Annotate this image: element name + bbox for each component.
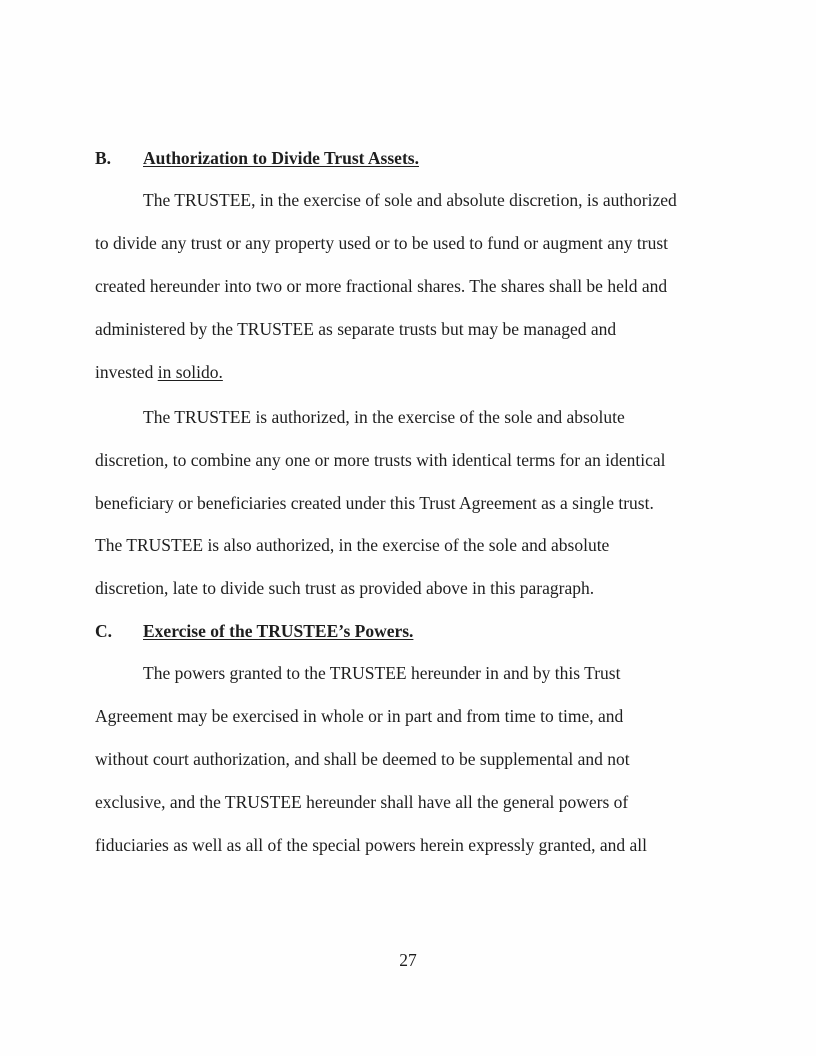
section-c-heading: [95, 621, 413, 641]
section-b-heading: [95, 148, 419, 168]
text-line: [95, 362, 223, 382]
text-line: created hereunder into two or more fractional shares. The shares shall be held and: [95, 276, 668, 296]
section-b-letter: B.: [95, 148, 112, 168]
text-run: invested: [95, 362, 158, 382]
latin-term-in-solido: in solido.: [157, 362, 223, 382]
text-line: discretion, late to divide such trust as provided above in this paragraph.: [95, 578, 595, 598]
text-line: The TRUSTEE is also authorized, in the exercise of the sole and absolute: [95, 535, 610, 555]
text-line: to divide any trust or any property used or to be used to fund or augment any trust: [95, 233, 669, 253]
text-line: without court authorization, and shall be deemed to be supplemental and not: [95, 749, 630, 769]
text-line: fiduciaries as well as all of the special powers herein expressly granted, and all: [95, 835, 648, 855]
text-line: The powers granted to the TRUSTEE hereunder in and by this Trust: [143, 663, 621, 683]
text-line: exclusive, and the TRUSTEE hereunder shall have all the general powers of: [95, 792, 629, 812]
section-c-letter: C.: [95, 621, 113, 641]
text-line: Agreement may be exercised in whole or in part and from time to time, and: [95, 706, 624, 726]
section-c-title: Exercise of the TRUSTEE’s Powers.: [143, 621, 414, 641]
text-line: discretion, to combine any one or more trusts with identical terms for an identical: [95, 450, 666, 470]
text-line: The TRUSTEE, in the exercise of sole and absolute discretion, is authorized: [143, 190, 677, 210]
text-line: beneficiary or beneficiaries created under this Trust Agreement as a single trust.: [95, 493, 654, 513]
page-number: 27: [399, 950, 417, 970]
text-line: The TRUSTEE is authorized, in the exercise of the sole and absolute: [143, 407, 625, 427]
text-line: administered by the TRUSTEE as separate trusts but may be managed and: [95, 319, 617, 339]
section-b-title: Authorization to Divide Trust Assets.: [143, 148, 419, 168]
